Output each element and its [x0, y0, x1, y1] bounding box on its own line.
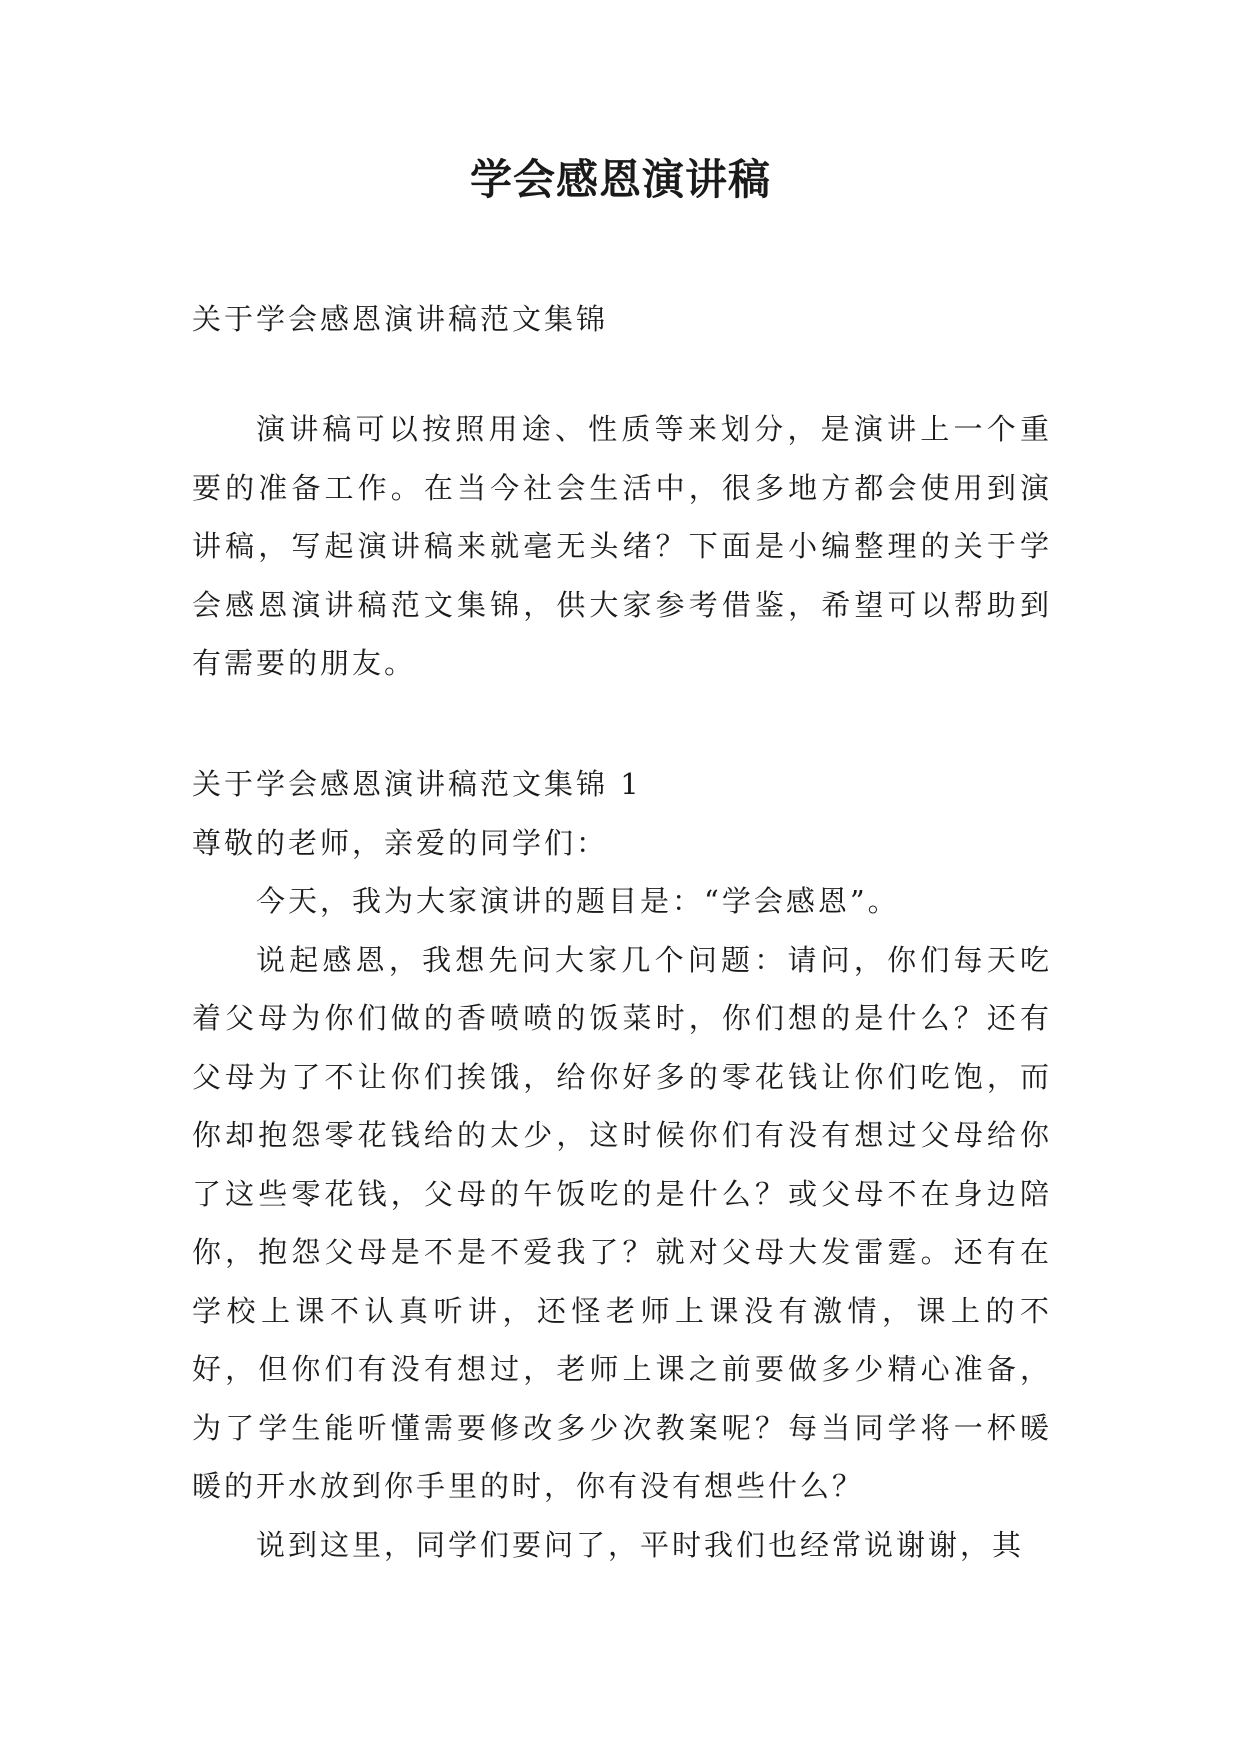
speech-paragraph: 说起感恩，我想先问大家几个问题：请问，你们每天吃着父母为你们做的香喷喷的饭菜时，你们想的是什么？还有父母为了不让你们挨饿，给你好多的零花钱让你们吃饱，而你却抱怨零花钱给的太少，这时候你们有没有想过父母给你了这些零花钱，父母的午饭吃的是什么？或父母不在身边陪你，抱怨父母是不是不爱我了？就对父母大发雷霆。还有在学校上课不认真听讲，还怪老师上课没有激情，课上的不好，但你们有没有想过，老师上课之前要做多少精心准备，为了学生能听懂需要修改多少次教案呢？每当同学将一杯暖暖的开水放到你手里的时，你有没有想些什么？: [192, 942, 1052, 1503]
speech-greeting: 尊敬的老师，亲爱的同学们：: [192, 825, 609, 860]
section-heading: 关于学会感恩演讲稿范文集锦 1: [192, 767, 642, 801]
speech-section: [192, 755, 1052, 1574]
intro-paragraph: 演讲稿可以按照用途、性质等来划分，是演讲上一个重要的准备工作。在当今社会生活中，很多地方都会使用到演讲稿，写起演讲稿来就毫无头绪？下面是小编整理的关于学会感恩演讲稿范文集锦，供大家参考借鉴，希望可以帮助到有需要的朋友。: [192, 412, 1052, 680]
document-title: 学会感恩演讲稿: [469, 155, 771, 204]
speech-paragraph: 说到这里，同学们要问了，平时我们也经常说谢谢，其: [256, 1527, 1025, 1562]
document-subtitle: 关于学会感恩演讲稿范文集锦: [192, 302, 609, 336]
speech-paragraph: 今天，我为大家演讲的题目是：“学会感恩”。: [256, 884, 900, 918]
